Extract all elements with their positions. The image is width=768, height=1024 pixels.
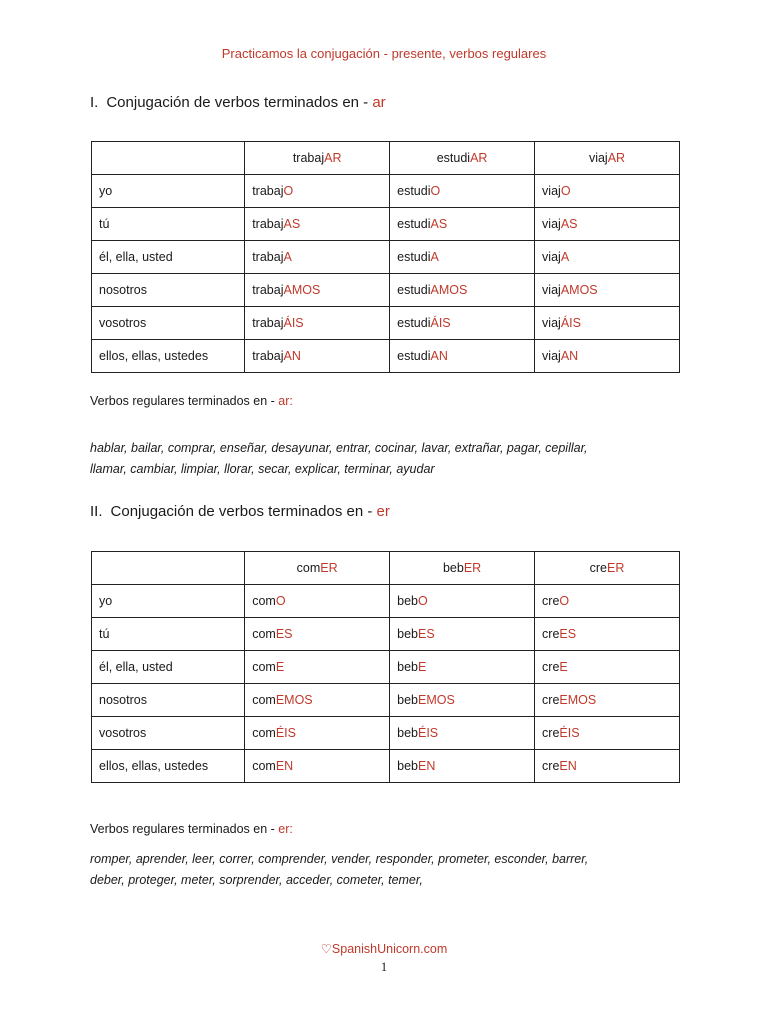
cell-ending: A (283, 250, 292, 264)
conjugation-cell (535, 651, 680, 684)
cell-ending: EMOS (275, 693, 313, 707)
cell-stem: viaj (542, 283, 561, 297)
cell-stem: viaj (542, 250, 561, 264)
verb-ending: AR (324, 151, 342, 165)
verb-stem: trabaj (292, 151, 325, 165)
cell-ending: AN (283, 349, 301, 363)
cell-ending: ÁIS (560, 316, 581, 330)
verbs-label-ar (90, 394, 293, 408)
cell-stem: com (252, 594, 276, 608)
cell-stem: viaj (542, 316, 561, 330)
conjugation-cell (535, 274, 680, 307)
conjugation-table-ar (91, 141, 680, 373)
conjugation-cell (535, 684, 680, 717)
table-row (92, 307, 680, 340)
cell-stem: trabaj (252, 184, 284, 198)
section-number: I. (90, 94, 99, 111)
verbs-list-er (90, 849, 690, 891)
verbs-label-er (90, 822, 293, 836)
header-cell (390, 142, 535, 175)
conjugation-cell (245, 274, 390, 307)
header-cell (535, 552, 680, 585)
verb-ending: AR (470, 151, 488, 165)
cell-stem: trabaj (252, 283, 284, 297)
verbs-line: llamar, cambiar, limpiar, llorar, secar, explicar, terminar, ayudar (90, 462, 435, 476)
cell-ending: AMOS (430, 283, 468, 297)
page-title: Practicamos la conjugación - presente, verbos regulares (221, 46, 547, 61)
cell-ending: AMOS (560, 283, 598, 297)
cell-stem: com (252, 759, 276, 773)
table-row (92, 175, 680, 208)
conjugation-cell (390, 208, 535, 241)
verbs-list-ar (90, 438, 690, 480)
header-empty-cell (92, 142, 245, 175)
header-cell (390, 552, 535, 585)
verbs-label-ending: er: (278, 822, 293, 836)
cell-ending: AS (560, 217, 578, 231)
cell-stem: estudi (397, 283, 431, 297)
cell-ending: A (430, 250, 439, 264)
table-row (92, 340, 680, 373)
table-row (92, 684, 680, 717)
conjugation-cell (245, 175, 390, 208)
cell-ending: AN (560, 349, 579, 363)
conjugation-cell (535, 175, 680, 208)
cell-ending: ES (417, 627, 435, 641)
conjugation-cell (245, 208, 390, 241)
conjugation-cell (390, 684, 535, 717)
cell-stem: com (252, 627, 276, 641)
verbs-line: romper, aprender, leer, correr, comprender, vender, responder, prometer, esconder, barrer, (90, 852, 589, 866)
cell-stem: trabaj (252, 217, 284, 231)
footer-brand-link[interactable]: ♡SpanishUnicorn.com (320, 942, 448, 956)
pronoun-cell: tú (92, 618, 245, 651)
cell-stem: beb (397, 693, 418, 707)
pronoun-cell: ellos, ellas, ustedes (92, 750, 245, 783)
cell-ending: A (560, 250, 570, 264)
cell-ending: ÁIS (430, 316, 451, 330)
cell-ending: AN (430, 349, 448, 363)
cell-ending: O (560, 184, 571, 198)
cell-ending: ÉIS (559, 726, 580, 740)
conjugation-cell (390, 274, 535, 307)
cell-stem: trabaj (252, 349, 284, 363)
conjugation-cell (535, 307, 680, 340)
verbs-line: deber, proteger, meter, sorprender, acceder, cometer, temer, (90, 873, 423, 887)
cell-stem: estudi (397, 217, 431, 231)
conjugation-cell (245, 717, 390, 750)
cell-ending: ES (275, 627, 293, 641)
conjugation-cell (390, 651, 535, 684)
cell-stem: cre (542, 594, 560, 608)
header-cell (245, 142, 390, 175)
pronoun-cell: yo (92, 175, 245, 208)
pronoun-cell: nosotros (92, 684, 245, 717)
cell-ending: EMOS (559, 693, 597, 707)
cell-stem: estudi (397, 349, 431, 363)
pronoun-cell: vosotros (92, 307, 245, 340)
pronoun-cell: yo (92, 585, 245, 618)
pronoun-cell: él, ella, usted (92, 651, 245, 684)
verb-stem: beb (442, 561, 464, 575)
conjugation-cell (390, 307, 535, 340)
verbs-line: hablar, bailar, comprar, enseñar, desayunar, entrar, cocinar, lavar, extrañar, pagar, cepillar, (90, 441, 588, 455)
cell-stem: beb (397, 594, 418, 608)
conjugation-cell (535, 717, 680, 750)
cell-ending: O (417, 594, 428, 608)
cell-ending: ÉIS (275, 726, 296, 740)
conjugation-cell (535, 340, 680, 373)
conjugation-cell (245, 651, 390, 684)
table-row (92, 274, 680, 307)
cell-ending: ÁIS (283, 316, 304, 330)
cell-ending: EN (559, 759, 577, 773)
conjugation-cell (390, 340, 535, 373)
conjugation-cell (245, 684, 390, 717)
table-header-row (92, 552, 680, 585)
table-row (92, 585, 680, 618)
cell-stem: trabaj (252, 250, 284, 264)
cell-ending: ES (559, 627, 577, 641)
verb-stem: estudi (436, 151, 471, 165)
cell-ending: E (417, 660, 427, 674)
header-cell (535, 142, 680, 175)
cell-ending: O (283, 184, 294, 198)
pronoun-cell: ellos, ellas, ustedes (92, 340, 245, 373)
verb-ending: ER (320, 561, 338, 575)
pronoun-cell: nosotros (92, 274, 245, 307)
pronoun-cell: vosotros (92, 717, 245, 750)
cell-ending: EN (275, 759, 294, 773)
cell-ending: EMOS (417, 693, 455, 707)
conjugation-cell (535, 241, 680, 274)
cell-ending: AS (283, 217, 301, 231)
table-row (92, 750, 680, 783)
conjugation-cell (390, 618, 535, 651)
section-heading-ending: er (376, 503, 390, 520)
table-row (92, 208, 680, 241)
cell-ending: EN (417, 759, 436, 773)
conjugation-cell (390, 750, 535, 783)
conjugation-cell (245, 618, 390, 651)
cell-stem: viaj (542, 349, 561, 363)
conjugation-cell (390, 585, 535, 618)
cell-ending: O (559, 594, 570, 608)
conjugation-cell (390, 175, 535, 208)
verbs-label-text: Verbos regulares terminados en - (90, 822, 279, 836)
section-heading-ending: ar (372, 94, 386, 111)
header-empty-cell (92, 552, 245, 585)
verb-ending: ER (463, 561, 482, 575)
cell-ending: O (430, 184, 441, 198)
conjugation-cell (535, 208, 680, 241)
header-cell (245, 552, 390, 585)
cell-ending: ÉIS (417, 726, 439, 740)
cell-stem: estudi (397, 316, 431, 330)
verb-ending: ER (607, 561, 625, 575)
verb-stem: com (296, 561, 321, 575)
cell-ending: O (275, 594, 286, 608)
cell-stem: cre (542, 759, 560, 773)
table-row (92, 241, 680, 274)
cell-stem: beb (397, 726, 418, 740)
conjugation-cell (535, 750, 680, 783)
cell-stem: trabaj (252, 316, 284, 330)
cell-ending: E (559, 660, 568, 674)
cell-stem: cre (542, 660, 560, 674)
cell-stem: com (252, 693, 276, 707)
conjugation-cell (245, 585, 390, 618)
cell-stem: estudi (397, 184, 431, 198)
cell-stem: cre (542, 627, 560, 641)
conjugation-cell (535, 618, 680, 651)
cell-stem: viaj (542, 217, 561, 231)
verbs-label-text: Verbos regulares terminados en - (90, 394, 279, 408)
pronoun-cell: él, ella, usted (92, 241, 245, 274)
section-heading-er (90, 503, 390, 520)
table-header-row (92, 142, 680, 175)
cell-ending: AS (430, 217, 448, 231)
conjugation-table-er (91, 551, 680, 783)
pronoun-cell: tú (92, 208, 245, 241)
cell-stem: beb (397, 660, 418, 674)
conjugation-cell (245, 241, 390, 274)
cell-stem: beb (397, 759, 418, 773)
conjugation-cell (245, 750, 390, 783)
cell-stem: cre (542, 726, 560, 740)
cell-stem: estudi (397, 250, 431, 264)
section-heading-text: Conjugación de verbos terminados en - (110, 503, 377, 520)
verb-ending: AR (607, 151, 626, 165)
conjugation-cell (245, 307, 390, 340)
cell-stem: viaj (542, 184, 561, 198)
verb-stem: cre (589, 561, 608, 575)
cell-stem: com (252, 726, 276, 740)
page-number: 1 (380, 960, 388, 974)
cell-stem: com (252, 660, 276, 674)
table-row (92, 717, 680, 750)
conjugation-cell (390, 241, 535, 274)
section-heading-text: Conjugación de verbos terminados en - (106, 94, 373, 111)
conjugation-cell (535, 585, 680, 618)
section-number: II. (90, 503, 103, 520)
cell-ending: E (275, 660, 285, 674)
cell-stem: beb (397, 627, 418, 641)
cell-ending: AMOS (283, 283, 321, 297)
verb-stem: viaj (588, 151, 608, 165)
conjugation-cell (245, 340, 390, 373)
section-heading-ar (90, 94, 386, 111)
verbs-label-ending: ar: (278, 394, 293, 408)
table-row (92, 618, 680, 651)
conjugation-cell (390, 717, 535, 750)
table-row (92, 651, 680, 684)
cell-stem: cre (542, 693, 560, 707)
